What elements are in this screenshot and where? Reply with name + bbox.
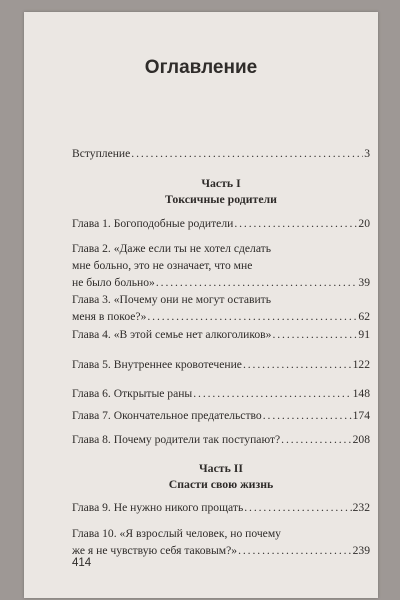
entry-text: Глава 8. Почему родители так поступают? [72, 433, 281, 446]
leader-dots [281, 431, 351, 448]
entry-text: Глава 6. Открытые раны [72, 387, 193, 400]
book-page [24, 12, 378, 598]
entry-page: 39 [358, 276, 370, 289]
leader-dots [238, 542, 352, 559]
entry-page: 232 [352, 501, 370, 514]
entry-page: 239 [352, 544, 370, 557]
entry-page: 174 [352, 409, 370, 422]
entry-text: Глава 1. Богоподобные родители [72, 217, 234, 230]
entry-text: Глава 9. Не нужно никого прощать [72, 501, 244, 514]
toc-entry-ch4[interactable] [72, 326, 370, 343]
leader-dots [243, 356, 352, 373]
leader-dots [244, 499, 351, 516]
entry-text-line-2: меня в покое?» [72, 310, 147, 323]
part-title: Спасти свою жизнь [168, 477, 274, 491]
leader-dots [272, 326, 357, 343]
entry-page: 91 [358, 328, 370, 341]
leader-dots [193, 385, 351, 402]
toc-entry-ch10[interactable] [72, 525, 370, 559]
part-label: Часть I [201, 176, 241, 190]
entry-text-line-1: Глава 3. «Почему они не могут оставить [72, 293, 272, 306]
toc-entry-ch6[interactable] [72, 385, 370, 402]
leader-dots [156, 274, 358, 291]
entry-text-line-2: же я не чувствую себя таковым?» [72, 544, 238, 557]
part-heading-1 [72, 175, 370, 207]
entry-text: Вступление [72, 147, 131, 160]
toc-title: Оглавление [144, 57, 258, 78]
part-label: Часть II [199, 461, 243, 475]
toc-entry-ch7[interactable] [72, 407, 370, 424]
entry-text-line-1: Глава 10. «Я взрослый человек, но почему [72, 527, 281, 540]
entry-text: Глава 7. Окончательное предательство [72, 409, 262, 422]
toc-entry-intro[interactable] [72, 145, 370, 162]
page-number: 414 [72, 557, 92, 569]
leader-dots [147, 308, 357, 325]
toc-entry-ch2[interactable] [72, 240, 370, 291]
entry-page: 122 [352, 358, 370, 371]
entry-text: Глава 4. «В этой семье нет алкоголиков» [72, 328, 272, 341]
toc-entry-ch9[interactable] [72, 499, 370, 516]
toc-entry-ch3[interactable] [72, 291, 370, 325]
entry-page: 148 [352, 387, 370, 400]
part-heading-2 [72, 460, 370, 492]
leader-dots [131, 145, 363, 162]
entry-text: Глава 5. Внутреннее кровотечение [72, 358, 242, 371]
toc-entry-ch5[interactable] [72, 356, 370, 373]
entry-page: 20 [358, 217, 370, 230]
leader-dots [263, 407, 352, 424]
part-title: Токсичные родители [165, 192, 277, 206]
entry-page: 208 [352, 433, 370, 446]
entry-page: 3 [364, 147, 370, 160]
toc-entry-ch8[interactable] [72, 431, 370, 448]
entry-text-line-1: Глава 2. «Даже если ты не хотел сделать [72, 242, 272, 255]
entry-page: 62 [358, 310, 370, 323]
entry-text-line-2: мне больно, это не означает, что мне [72, 259, 253, 272]
leader-dots [234, 215, 357, 232]
toc-entry-ch1[interactable] [72, 215, 370, 232]
entry-text-line-3: не было больно» [72, 276, 155, 289]
